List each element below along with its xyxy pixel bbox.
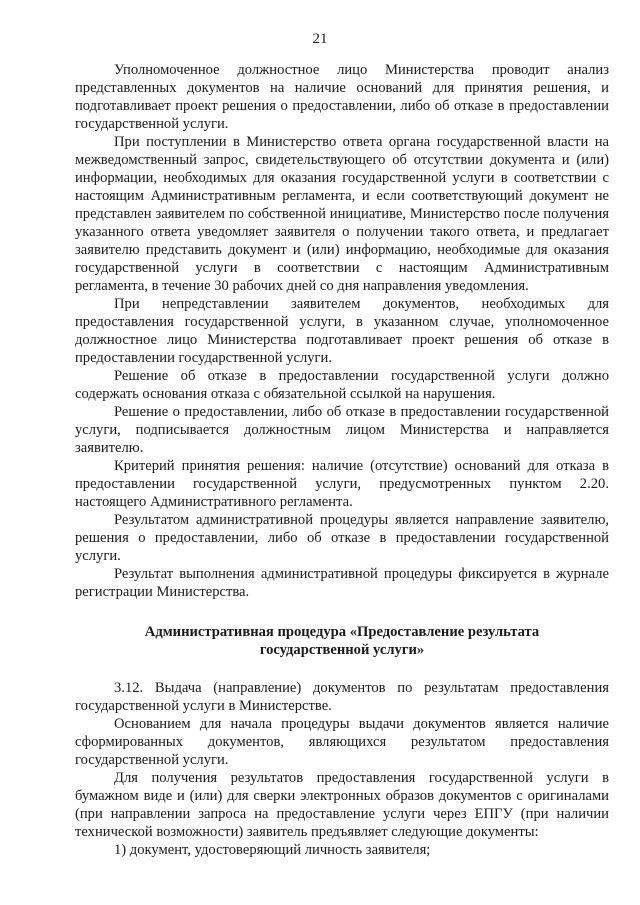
paragraph-procedure-result: Результатом административной процедуры является направление заявителю, решения о предоставлении, либо об отказе в предоставлении государственной услуги. [75,512,609,564]
document-body [75,61,609,859]
paragraph-issuance-basis: Основанием для начала процедуры выдачи документов является наличие сформированных документов, являющихся результатом предоставления государственной услуги. [75,716,609,768]
paragraph-decision-criterion: Критерий принятия решения: наличие (отсутствие) оснований для отказа в предоставлении государственной услуги, предусмотренных пунктом 2.20. настоящего Административного регламента. [75,458,609,510]
paragraph-refusal-grounds: Решение об отказе в предоставлении государственной услуги должно содержать основания отказа с обязательной ссылкой на нарушения. [75,368,609,402]
paragraph-interagency-response: При поступлении в Министерство ответа органа государственной власти на межведомственный запрос, свидетельствующего об отсутствии документа и (или) информации, необходимых для оказания государственной услуги в соответствии с настоящим Административным регламента, и если соответствующий документ не представлен заявителем по собственной инициативе, Министерство после получения указанного ответа уведомляет заявителя о получении такого ответа, и предлагает заявителю представить документ и (или) информацию, необходимые для оказания государственной услуги в соответствии с настоящим Административным регламента, в течение 30 рабочих дней со дня направления уведомления. [75,134,609,294]
paragraph-issuance: 3.12. Выдача (направление) документов по результатам предоставления государственной услуги в Министерстве. [75,680,609,714]
paragraph-required-documents: Для получения результатов предоставления государственной услуги в бумажном виде и (или) для сверки электронных образов документов с оригиналами (при направлении запроса на предоставление услуги через ЕПГУ (при наличии технической возможности) заявитель предъявляет следующие документы: [75,770,609,840]
page-number: 21 [312,31,328,47]
paragraph-decision-signing: Решение о предоставлении, либо об отказе в предоставлении государственной услуги, подписывается должностным лицом Министерства и направляется заявителю. [75,404,609,456]
paragraph-documents-not-provided: При непредставлении заявителем документов, необходимых для предоставления государственной услуги, в указанном случае, уполномоченное должностное лицо Министерства подготавливает проект решения об отказе в предоставлении государственной услуги. [75,296,609,366]
paragraph-result-registration: Результат выполнения административной процедуры фиксируется в журнале регистрации Министерства. [75,566,609,600]
section-heading: Административная процедура «Предоставление результата государственной услуги» [144,624,540,658]
paragraph-analysis: Уполномоченное должностное лицо Министерства проводит анализ представленных документов на наличие оснований для принятия решения, и подготавливает проект решения о предоставлении, либо об отказе в предоставлении государственной услуги. [75,62,609,132]
list-item-identity-document: 1) документ, удостоверяющий личность заявителя; [114,842,431,858]
